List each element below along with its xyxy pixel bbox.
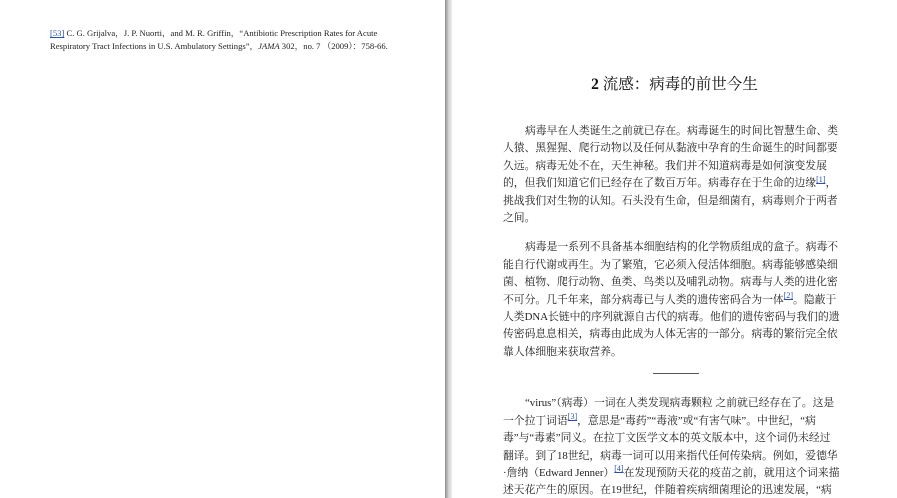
chapter-number: 2 [591, 76, 599, 93]
footnote-ref-53[interactable]: [53] [50, 28, 65, 38]
footnote-line-2: Respiratory Tract Infections in U.S. Ambulatory Settings”，JAMA 302，no. 7 （2009）：758-66. [50, 41, 388, 51]
footnote-line-1: [53] C. G. Grijalva，J. P. Nuorti，and M. R. Griffin，“Antibiotic Prescription Rates for Acute [50, 28, 378, 38]
footnote-ref-3[interactable]: [3] [567, 412, 578, 422]
left-page [0, 0, 445, 498]
paragraph-1: 病毒早在人类诞生之前就已存在。病毒诞生的时间比智慧生命、类 人猿、黑猩猩、爬行动物以及任何从黏液中孕育的生命诞生的时间都要 久远。病毒无处不在，天生神秘。我们并不知道病毒是如何演变发展 的，但我们知道它们已经存在了数百万年。病毒存在于生命的边缘[1]， 挑战我们对生物的认知。石头没有生命，但是细菌有，病毒则介于两者 之间。 [503, 125, 839, 225]
footnote-ref-2[interactable]: [2] [783, 291, 794, 301]
chapter-title-text: 流感：病毒的前世今生 [598, 76, 758, 93]
page-gutter [445, 0, 452, 498]
paragraph-2: 病毒是一系列不具备基本细胞结构的化学物质组成的盒子。病毒不 能自行代谢或再生。为了繁殖，它必须入侵活体细胞。病毒能够感染细 菌、植物、爬行动物、鱼类、鸟类以及哺乳动物。病毒与人类的进化密 不可分。几千年来，部分病毒已与人类的遗传密码合为一体[2]。隐蔽于 人类DNA长链中的序列就源自古代的病毒。他们的遗传密码与我们的遗 传密码息息相关，病毒由此成为人体无害的一部分。病毒的繁衍完全依 靠人体细胞来获取营养。 [503, 241, 840, 358]
footnote-53 [50, 27, 410, 53]
chapter-title [452, 72, 897, 94]
right-page [452, 0, 897, 498]
chapter-body [503, 123, 848, 498]
footnote-ref-1[interactable]: [1] [816, 174, 826, 184]
paragraph-3: “virus”（病毒）一词在人类发现病毒颗粒 之前就已经存在了。这是 一个拉丁词语[3]，意思是“毒药”“毒液”或“有害气味”。中世纪，“病 毒”与“毒素”同义。在拉丁文医学文本的英文版本中，这个词仍未经过 翻译。到了18世纪，病毒一词可以用来指代任何传染病。例如，爱德华 ·詹纳（Edward Jenner）[4]在发现预防天花的疫苗之前，就用这个词来描 述天花产生的原因。在19世纪，伴随着疾病细菌理论的迅速发展，“病 [503, 397, 840, 497]
footnote-ref-4[interactable]: [4] [614, 464, 624, 474]
journal-name: JAMA [258, 41, 280, 51]
section-separator [653, 373, 699, 374]
